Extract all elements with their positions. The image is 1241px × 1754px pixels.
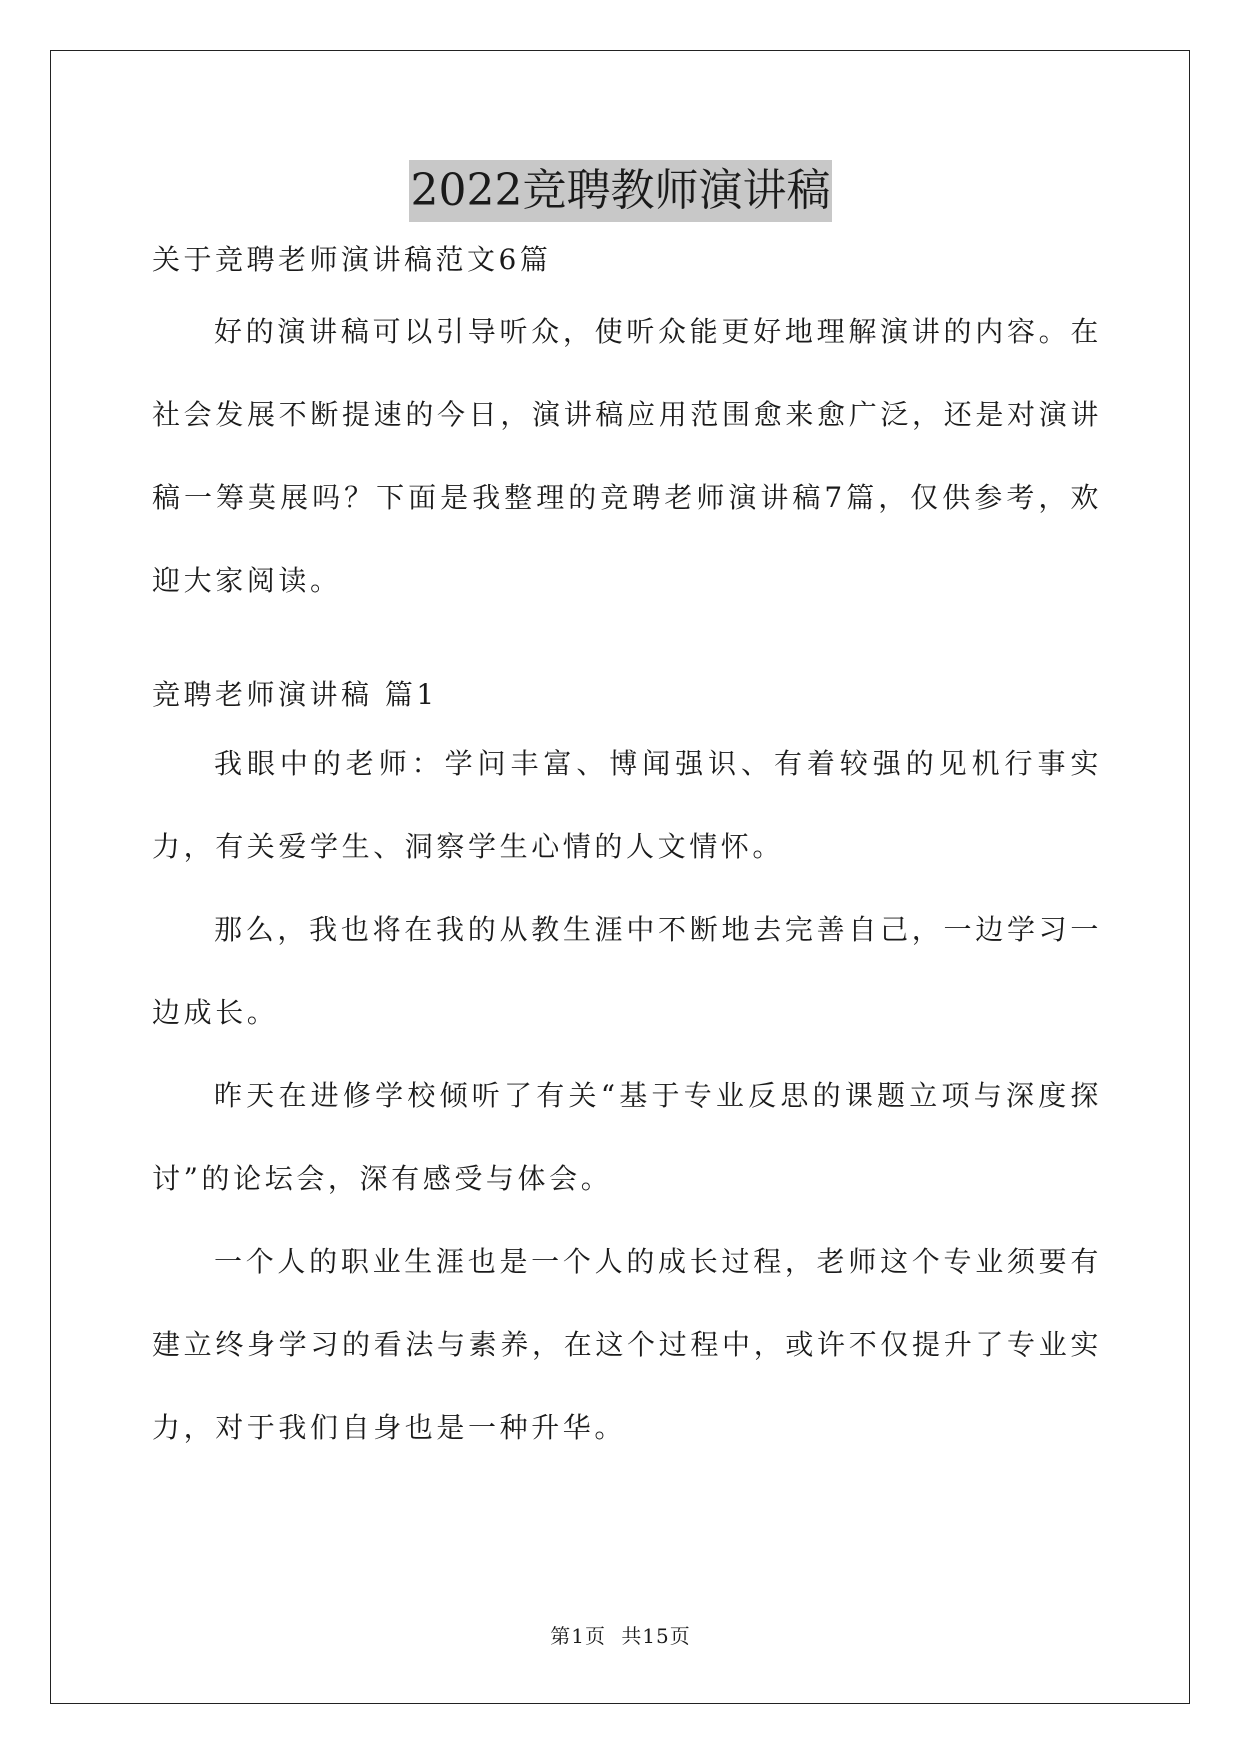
page-total: 共15页 xyxy=(621,1624,691,1648)
body-paragraph-3: 昨天在进修学校倾听了有关“基于专业反思的课题立项与深度探讨”的论坛会，深有感受与体会。 xyxy=(152,1079,1102,1195)
document-subtitle: 关于竞聘老师演讲稿范文6篇 xyxy=(152,243,552,276)
body-paragraph-2: 那么，我也将在我的从教生涯中不断地去完善自己，一边学习一边成长。 xyxy=(152,913,1102,1029)
page-number: 第1页 xyxy=(550,1624,606,1648)
body-paragraph-1: 我眼中的老师：学问丰富、博闻强识、有着较强的见机行事实力，有关爱学生、洞察学生心情的人文情怀。 xyxy=(152,747,1102,863)
body-paragraph-4: 一个人的职业生涯也是一个人的成长过程，老师这个专业须要有建立终身学习的看法与素养，在这个过程中，或许不仅提升了专业实力，对于我们自身也是一种升华。 xyxy=(152,1245,1102,1444)
document-title: 2022竞聘教师演讲稿 xyxy=(409,160,833,222)
title-container xyxy=(0,160,1241,222)
intro-paragraph: 好的演讲稿可以引导听众，使听众能更好地理解演讲的内容。在社会发展不断提速的今日，演讲稿应用范围愈来愈广泛，还是对演讲稿一筹莫展吗？下面是我整理的竞聘老师演讲稿7篇，仅供参考，欢迎大家阅读。 xyxy=(152,315,1102,597)
section-heading: 竞聘老师演讲稿 篇1 xyxy=(152,678,438,711)
page-footer xyxy=(0,1622,1241,1650)
